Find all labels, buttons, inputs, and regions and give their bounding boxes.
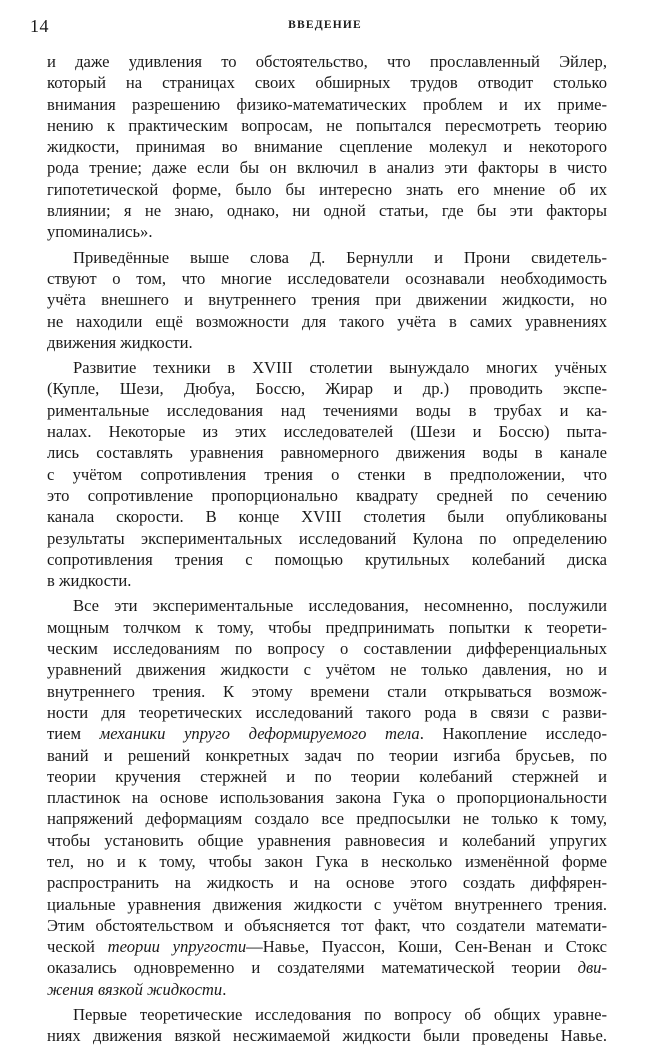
text-line: оказались одновременно и создателями математической теории дви- [47,958,607,978]
page-header [30,16,620,40]
text-line: налах. Некоторые из этих исследователей (Шези и Боссю) пыта- [47,422,607,442]
text-line: рода трение; даже если бы он включил в анализ эти факторы в чисто [47,158,607,178]
text-line: внутреннего трения. К этому времени стали открываться возмож- [47,681,607,701]
text-line: ствуют о том, что многие исследователи осознавали необходимость [47,268,607,288]
text-line: нению к практическим вопросам, не попытался пересмотреть теорию [47,115,607,135]
paragraph-5 [47,1004,607,1047]
text-line: канала скорости. В конце XVIII столетия были опубликованы [47,507,607,527]
text-line: с учётом сопротивления трения о стенки в предположении, что [47,464,607,484]
text-line: ческой теории упругости—Навье, Пуассон, Коши, Сен-Венан и Стокс [47,937,607,957]
paragraph-4 [47,595,607,1000]
text-line: лись составлять уравнения равномерного движения воды в канале [47,443,607,463]
text-line: тием механики упруго деформируемого тела. Накопление исследо- [47,724,607,744]
text-line: сопротивления трения с помощью крутильных колебаний диска [47,549,607,569]
text-line: ческим исследованиям по вопросу о составлении дифференциальных [47,639,607,659]
text-line: Развитие техники в XVIII столетии вынуждало многих учёных [73,358,607,378]
text-line: напряжений деформациям создало все предпосылки не только к тому, [47,809,607,829]
text-line: ности для теоретических исследований такого рода в связи с разви- [47,702,607,722]
text-line: пластинок на основе использования закона Гука о пропорциональности [47,788,607,808]
text-line: Приведённые выше слова Д. Бернулли и Прони свидетель- [73,247,607,267]
text-line: не находили ещё возможности для такого учёта в самих уравнениях [47,311,607,331]
text-line: тел, но и к тому, чтобы закон Гука в несколько изменённой форме [47,851,607,871]
text-line: жидкости, принимая во внимание сцепление молекул и некоторого [47,137,607,157]
paragraph-2 [47,247,607,353]
text-line: чтобы установить общие уравнения равновесия и колебаний упругих [47,830,607,850]
text-line: который на страницах своих обширных трудов отводит столько [47,73,607,93]
text-line: гипотетической форме, было бы интересно знать его мнение об их [47,179,607,199]
text-line: это сопротивление пропорционально квадрату средней по сечению [47,485,607,505]
text-line: упоминались». [47,222,153,242]
text-line: результаты экспериментальных исследований Кулона по определению [47,528,607,548]
text-line: Все эти экспериментальные исследования, несомненно, послужили [73,596,607,616]
text-line: ваний и решений конкретных задач по теории изгиба брусьев, по [47,745,607,765]
body-text [47,51,607,1047]
text-line: распространить на жидкость и на основе этого создать диффярен- [47,873,607,893]
paragraph-3 [47,357,607,591]
page-number: 14 [30,16,49,36]
text-line: в жидкости. [47,571,132,591]
text-line: движения жидкости. [47,332,193,352]
text-line: мощным толчком к тому, чтобы предпринимать попытки к теорети- [47,617,607,637]
text-line: внимания разрешению физико-математических проблем и их приме- [47,94,607,114]
text-line: циальные уравнения движения жидкости с учётом внутреннего трения. [47,894,607,914]
text-line: учёта внешнего и внутреннего трения при движении жидкости, но [47,290,607,310]
text-line: теории кручения стержней и по теории колебаний стержней и [47,766,607,786]
text-line: жения вязкой жидкости. [47,979,227,999]
text-line: Этим обстоятельством и объясняется тот факт, что создатели математи- [47,915,607,935]
text-line: риментальные исследования над течениями воды в трубах и ка- [47,400,607,420]
text-line: и даже удивления то обстоятельство, что прославленный Эйлер, [47,52,607,71]
text-line: (Купле, Шези, Дюбуа, Боссю, Жирар и др.) проводить экспе- [47,379,607,399]
text-line: ниях движения вязкой несжимаемой жидкости были проведены Навье. [47,1026,607,1046]
text-line: влиянии; я не знаю, однако, ни одной статьи, где бы эти факторы [47,201,607,221]
running-head: ВВЕДЕНИЕ [288,19,362,31]
text-line: Первые теоретические исследования по вопросу об общих уравне- [73,1005,607,1025]
text-line: уравнений движения жидкости с учётом не только давления, но и [47,660,607,680]
paragraph-1 [47,51,607,243]
